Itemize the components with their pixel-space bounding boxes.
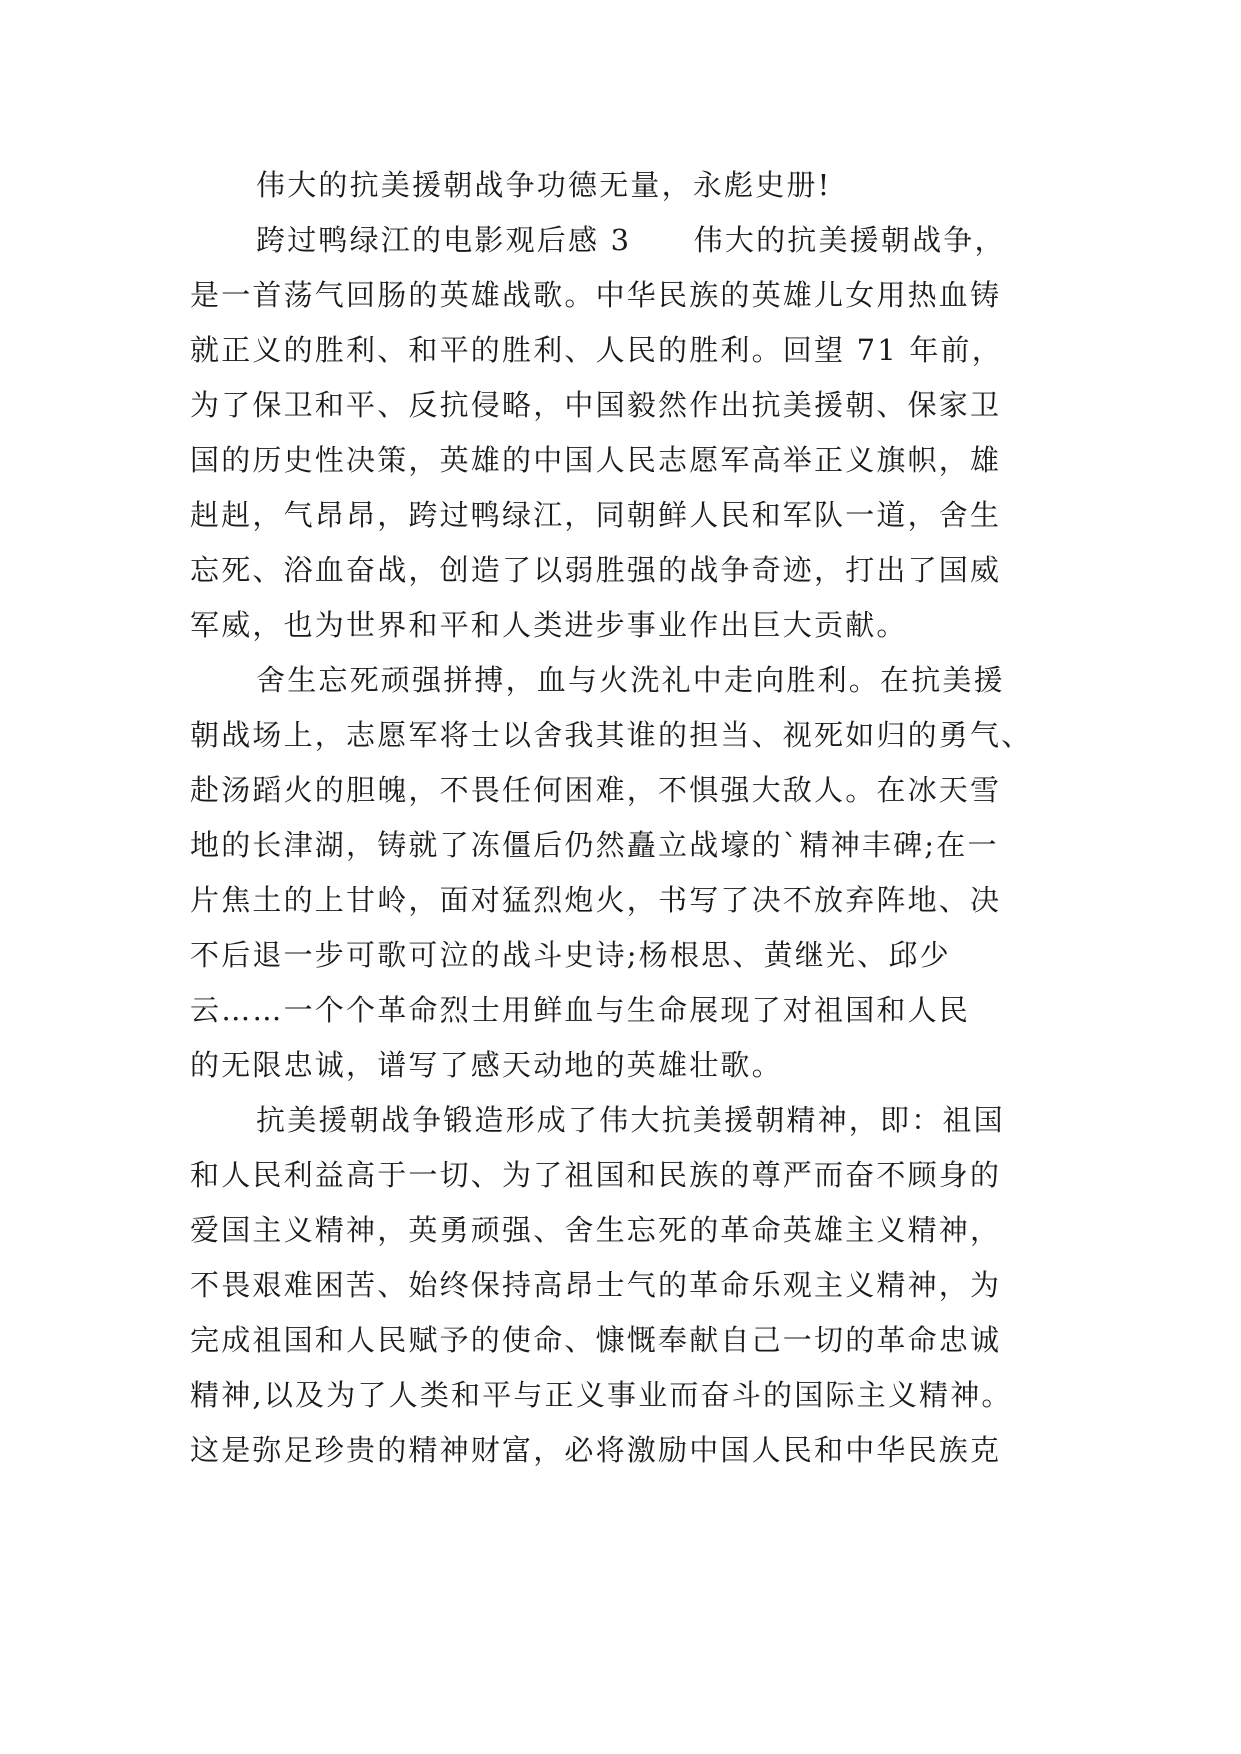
paragraph-line: 为了保卫和平、反抗侵略，中国毅然作出抗美援朝、保家卫 — [190, 388, 1002, 422]
paragraph-line: 是一首荡气回肠的英雄战歌。中华民族的英雄儿女用热血铸 — [190, 278, 1002, 312]
paragraph-line: 抗美援朝战争锻造形成了伟大抗美援朝精神，即：祖国 — [256, 1103, 1005, 1137]
paragraph-line: 精神,以及为了人类和平与正义事业而奋斗的国际主义精神。 — [190, 1378, 1013, 1412]
paragraph-line: 不后退一步可歌可泣的战斗史诗;杨根思、黄继光、邱少 — [190, 938, 951, 972]
paragraph-line: 赳赳，气昂昂，跨过鸭绿江，同朝鲜人民和军队一道，舍生 — [190, 498, 1002, 532]
paragraph-line: 国的历史性决策，英雄的中国人民志愿军高举正义旗帜，雄 — [190, 443, 1002, 477]
paragraph-line: 地的长津湖，铸就了冻僵后仍然矗立战壕的`精神丰碑;在一 — [190, 828, 999, 862]
paragraph-line: 的无限忠诚，谱写了感天动地的英雄壮歌。 — [190, 1048, 783, 1082]
paragraph-line: 不畏艰难困苦、始终保持高昂士气的革命乐观主义精神，为 — [190, 1268, 1002, 1302]
paragraph-line: 忘死、浴血奋战，创造了以弱胜强的战争奇迹，打出了国威 — [190, 553, 1002, 587]
paragraph-line: 就正义的胜利、和平的胜利、人民的胜利。回望 71 年前， — [190, 333, 1003, 367]
paragraph-line: 完成祖国和人民赋予的使命、慷慨奉献自己一切的革命忠诚 — [190, 1323, 1002, 1357]
paragraph-line: 这是弥足珍贵的精神财富，必将激励中国人民和中华民族克 — [190, 1433, 1002, 1467]
paragraph-line: 爱国主义精神，英勇顽强、舍生忘死的革命英雄主义精神， — [190, 1213, 1002, 1247]
paragraph-line: 云……一个个革命烈士用鲜血与生命展现了对祖国和人民 — [190, 993, 971, 1027]
paragraph-line: 朝战场上，志愿军将士以舍我其谁的担当、视死如归的勇气、 — [190, 718, 1033, 752]
document-body — [190, 158, 1050, 1478]
paragraph-line: 跨过鸭绿江的电影观后感 3 伟大的抗美援朝战争， — [256, 223, 1006, 257]
paragraph-line: 和人民利益高于一切、为了祖国和民族的尊严而奋不顾身的 — [190, 1158, 1002, 1192]
paragraph-line: 舍生忘死顽强拼搏，血与火洗礼中走向胜利。在抗美援 — [256, 663, 1005, 697]
paragraph-line: 伟大的抗美援朝战争功德无量，永彪史册! — [256, 168, 832, 202]
paragraph-line: 片焦土的上甘岭，面对猛烈炮火，书写了决不放弃阵地、决 — [190, 883, 1002, 917]
paragraph-line: 军威，也为世界和平和人类进步事业作出巨大贡献。 — [190, 608, 908, 642]
paragraph-line: 赴汤蹈火的胆魄，不畏任何困难，不惧强大敌人。在冰天雪 — [190, 773, 1002, 807]
